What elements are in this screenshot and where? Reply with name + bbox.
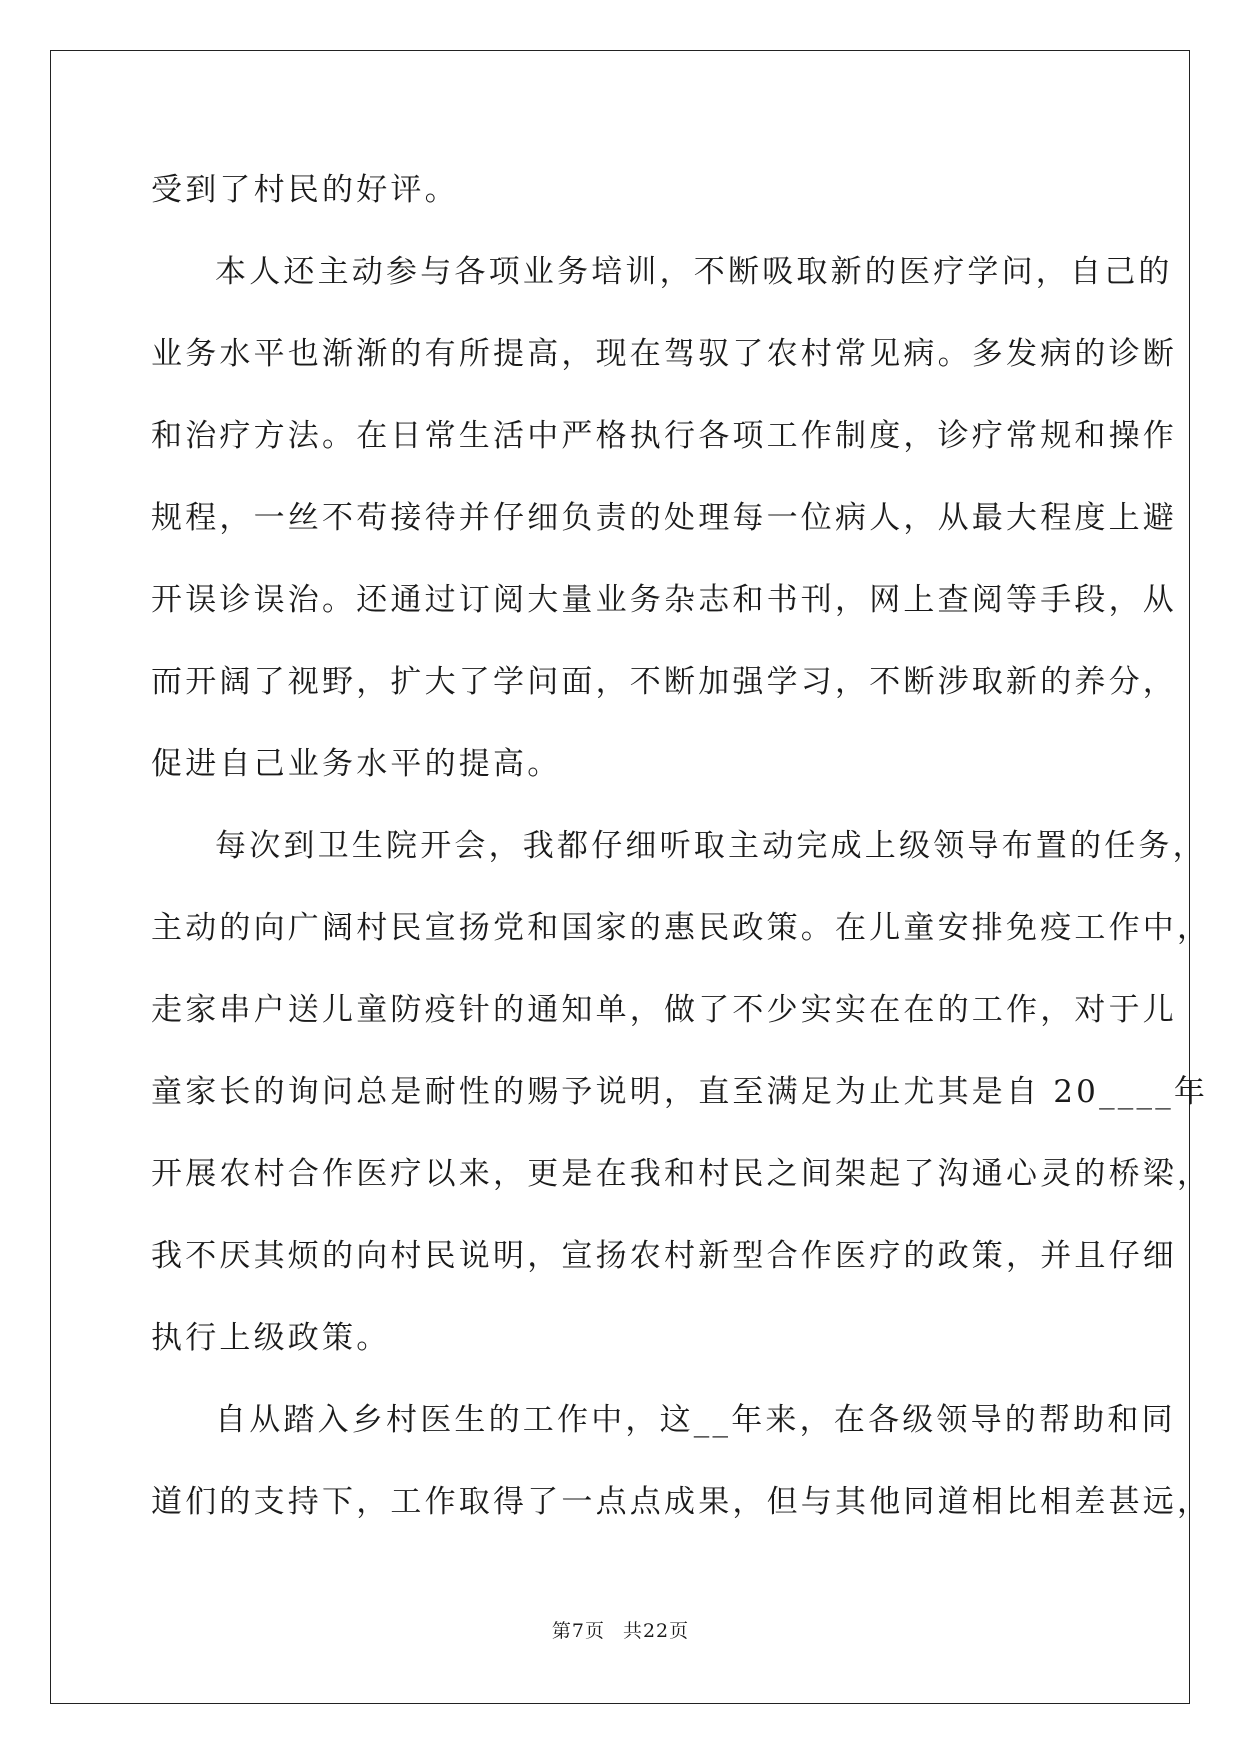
text-line: 开误诊误治。还通过订阅大量业务杂志和书刊，网上查阅等手段，从 (151, 582, 1177, 618)
text-line: 每次到卫生院开会，我都仔细听取主动完成上级领导布置的任务， (215, 828, 1207, 864)
text-line: 执行上级政策。 (151, 1320, 391, 1356)
document-body (151, 160, 1212, 1554)
text-line: 业务水平也渐渐的有所提高，现在驾驭了农村常见病。多发病的诊断 (151, 336, 1177, 372)
text-line: 自从踏入乡村医生的工作中，这__年来，在各级领导的帮助和同 (215, 1402, 1176, 1438)
text-line: 走家串户送儿童防疫针的通知单，做了不少实实在在的工作，对于儿 (151, 992, 1177, 1028)
text-line: 促进自己业务水平的提高。 (151, 746, 562, 782)
text-line: 受到了村民的好评。 (151, 172, 459, 208)
page-number-current: 第7页 (551, 1620, 605, 1642)
text-line: 道们的支持下，工作取得了一点点成果，但与其他同道相比相差甚远， (151, 1484, 1212, 1520)
text-line: 本人还主动参与各项业务培训，不断吸取新的医疗学问，自己的 (215, 254, 1173, 290)
text-line: 而开阔了视野，扩大了学问面，不断加强学习，不断涉取新的养分， (151, 664, 1177, 700)
text-line: 和治疗方法。在日常生活中严格执行各项工作制度，诊疗常规和操作 (151, 418, 1177, 454)
text-line: 开展农村合作医疗以来，更是在我和村民之间架起了沟通心灵的桥梁， (151, 1156, 1212, 1192)
page-footer (0, 1616, 1241, 1643)
text-line: 规程，一丝不苟接待并仔细负责的处理每一位病人，从最大程度上避 (151, 500, 1177, 536)
text-line: 我不厌其烦的向村民说明，宣扬农村新型合作医疗的政策，并且仔细 (151, 1238, 1177, 1274)
page-number-total: 共22页 (622, 1620, 690, 1642)
text-line: 主动的向广阔村民宣扬党和国家的惠民政策。在儿童安排免疫工作中， (151, 910, 1212, 946)
text-line: 童家长的询问总是耐性的赐予说明，直至满足为止尤其是自 20____年 (151, 1074, 1209, 1110)
